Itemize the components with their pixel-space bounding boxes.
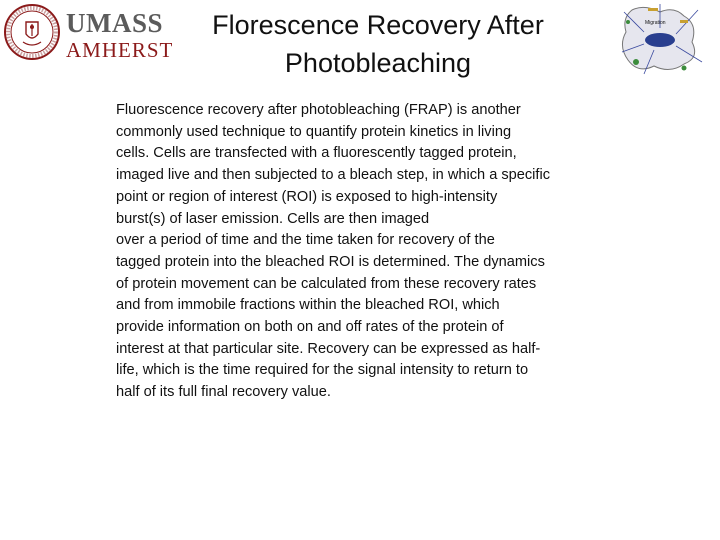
body-line: burst(s) of laser emission. Cells are then imaged [116, 210, 430, 227]
body-line: life, which is the time required for the signal intensity to return to [116, 362, 529, 379]
slide-title: Florescence Recovery After Photobleaching [212, 10, 544, 78]
body-line: imaged live and then subjected to a bleach step, in which a specific [116, 167, 551, 184]
cell-migration-diagram [614, 2, 706, 78]
logo-line-umass: UMASS [66, 8, 164, 38]
body-line: tagged protein into the bleached ROI is determined. The dynamics [116, 253, 545, 270]
body-line: interest at that particular site. Recovery can be expressed as half- [116, 340, 541, 357]
body-line: Fluorescence recovery after photobleaching (FRAP) is another [116, 102, 521, 118]
logo-line-amherst: AMHERST [66, 38, 174, 62]
diagram-label: Migration [645, 20, 666, 26]
university-seal-icon [4, 4, 60, 60]
body-line: and from immobile fractions within the bleached ROI, which [116, 297, 500, 314]
body-line: over a period of time and the time taken for recovery of the [116, 232, 495, 249]
nucleus-shape [645, 33, 675, 47]
body-line: point or region of interest (ROI) is exposed to high-intensity [116, 188, 498, 205]
body-paragraph [116, 100, 612, 404]
body-line: cells. Cells are transfected with a fluorescently tagged protein, [116, 145, 517, 162]
body-line: provide information on both on and off rates of the protein of [116, 319, 504, 336]
body-line: of protein movement can be calculated from these recovery rates [116, 275, 537, 292]
body-line: half of its full final recovery value. [116, 384, 331, 401]
umass-amherst-logo [4, 4, 174, 66]
body-line: commonly used technique to quantify protein kinetics in living [116, 123, 512, 140]
logo-wordmark [66, 10, 173, 61]
